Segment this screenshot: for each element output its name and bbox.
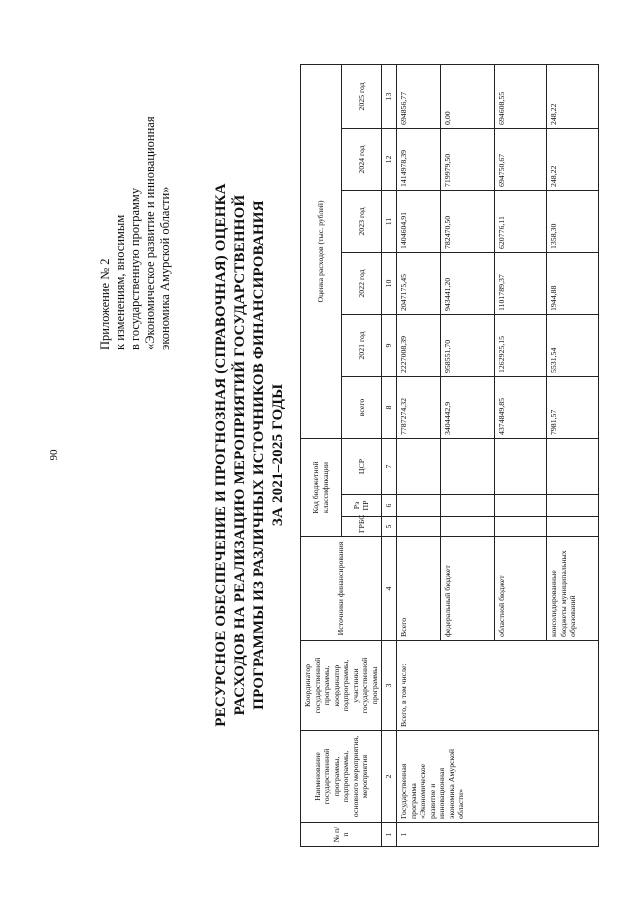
total-cell: 3404442,9 — [441, 377, 495, 439]
year-2021-cell: 2227008,39 — [397, 315, 441, 377]
source-cell: консолидированные бюджеты муниципальных образований — [547, 537, 599, 641]
grbs-cell — [495, 517, 547, 537]
header-name: Наименование государственной программы, подпрограммы, основного мероприятия, мероприятия — [301, 731, 382, 823]
year-2024-cell: 694750,67 — [495, 129, 547, 191]
column-number: 12 — [382, 129, 397, 191]
grbs-cell — [441, 517, 495, 537]
grbs-cell — [547, 517, 599, 537]
appendix-line: экономика Амурской области» — [158, 186, 172, 350]
source-cell: федеральный бюджет — [441, 537, 495, 641]
column-number: 5 — [382, 517, 397, 537]
rzpr-cell — [441, 495, 495, 517]
csr-cell — [495, 439, 547, 495]
column-number: 8 — [382, 377, 397, 439]
header-2021: 2021 год — [341, 315, 382, 377]
financing-table-wrapper — [300, 65, 599, 847]
year-2025-cell: 0,00 — [441, 64, 495, 128]
year-2025-cell: 694856,77 — [397, 64, 441, 128]
rzpr-cell — [495, 495, 547, 517]
column-number: 9 — [382, 315, 397, 377]
column-number: 3 — [382, 641, 397, 731]
year-2023-cell: 620776,11 — [495, 191, 547, 253]
year-2023-cell: 1358,30 — [547, 191, 599, 253]
total-cell: 4374849,85 — [495, 377, 547, 439]
header-2024: 2024 год — [341, 129, 382, 191]
column-number: 4 — [382, 537, 397, 641]
year-2021-cell: 5531,54 — [547, 315, 599, 377]
header-total: всего — [341, 377, 382, 439]
column-number: 7 — [382, 439, 397, 495]
year-2021-cell: 958551,70 — [441, 315, 495, 377]
year-2022-cell: 943441,20 — [441, 253, 495, 315]
header-grbs: ГРБС — [341, 517, 382, 537]
header-estimate: Оценка расходов (тыс. рублей) — [301, 64, 342, 438]
header-source: Источники финансирования — [301, 537, 382, 641]
column-number: 10 — [382, 253, 397, 315]
title-line: ЗА 2021–2025 ГОДЫ — [270, 383, 286, 527]
year-2021-cell: 1262925,15 — [495, 315, 547, 377]
appendix-line: Приложение № 2 — [98, 258, 112, 350]
year-2022-cell: 1101789,37 — [495, 253, 547, 315]
header-2023: 2023 год — [341, 191, 382, 253]
program-number: 1 — [397, 823, 599, 847]
header-csr: ЦСР — [341, 439, 382, 495]
document-title — [212, 145, 288, 765]
header-2025: 2025 год — [341, 64, 382, 128]
total-cell: 7787274,32 — [397, 377, 441, 439]
column-number-row — [382, 64, 397, 846]
column-number: 11 — [382, 191, 397, 253]
source-cell: Всего — [397, 537, 441, 641]
grbs-cell — [397, 517, 441, 537]
header-2022: 2022 год — [341, 253, 382, 315]
rzpr-cell — [397, 495, 441, 517]
appendix-line: к изменениям, вносимым — [113, 214, 127, 350]
header-rzpr: Рз ПР — [341, 495, 382, 517]
year-2022-cell: 2047175,45 — [397, 253, 441, 315]
column-number: 6 — [382, 495, 397, 517]
header-row — [301, 64, 342, 846]
title-line: РЕСУРСНОЕ ОБЕСПЕЧЕНИЕ И ПРОГНОЗНАЯ (СПРАВОЧНАЯ) ОЦЕНКА — [213, 183, 229, 727]
title-line: РАСХОДОВ НА РЕАЛИЗАЦИЮ МЕРОПРИЯТИЙ ГОСУДАРСТВЕННОЙ — [232, 194, 248, 716]
financing-table — [300, 64, 599, 847]
rzpr-cell — [547, 495, 599, 517]
appendix-line: в государственную программу — [128, 187, 142, 350]
total-cell: 7981,57 — [547, 377, 599, 439]
table-row — [397, 64, 441, 846]
year-2024-cell: 1414978,39 — [397, 129, 441, 191]
year-2023-cell: 1404604,91 — [397, 191, 441, 253]
appendix-line: «Экономическое развитие и инновационная — [143, 116, 157, 350]
year-2023-cell: 782470,50 — [441, 191, 495, 253]
year-2022-cell: 1944,88 — [547, 253, 599, 315]
appendix-note — [98, 30, 173, 350]
column-number: 13 — [382, 64, 397, 128]
year-2024-cell: 248,22 — [547, 129, 599, 191]
program-name: Государственная программа «Экономическое развитие и инновационная экономика Амурской области» — [397, 731, 599, 823]
year-2025-cell: 248,22 — [547, 64, 599, 128]
csr-cell — [441, 439, 495, 495]
column-number: 1 — [382, 823, 397, 847]
year-2025-cell: 694608,55 — [495, 64, 547, 128]
source-cell: областной бюджет — [495, 537, 547, 641]
header-budget-code: Код бюджетной классификации — [301, 439, 342, 537]
csr-cell — [547, 439, 599, 495]
column-number: 2 — [382, 731, 397, 823]
csr-cell — [397, 439, 441, 495]
page-number: 90 — [48, 449, 60, 461]
header-num: № п/п — [301, 823, 382, 847]
program-coordinator: Всего, в том числе: — [397, 641, 599, 731]
title-line: ПРОГРАММЫ ИЗ РАЗЛИЧНЫХ ИСТОЧНИКОВ ФИНАНСИРОВАНИЯ — [251, 200, 267, 710]
header-coordinator: Координатор государственной программы, координатор подпрограммы, участники государственной программы — [301, 641, 382, 731]
year-2024-cell: 719979,50 — [441, 129, 495, 191]
